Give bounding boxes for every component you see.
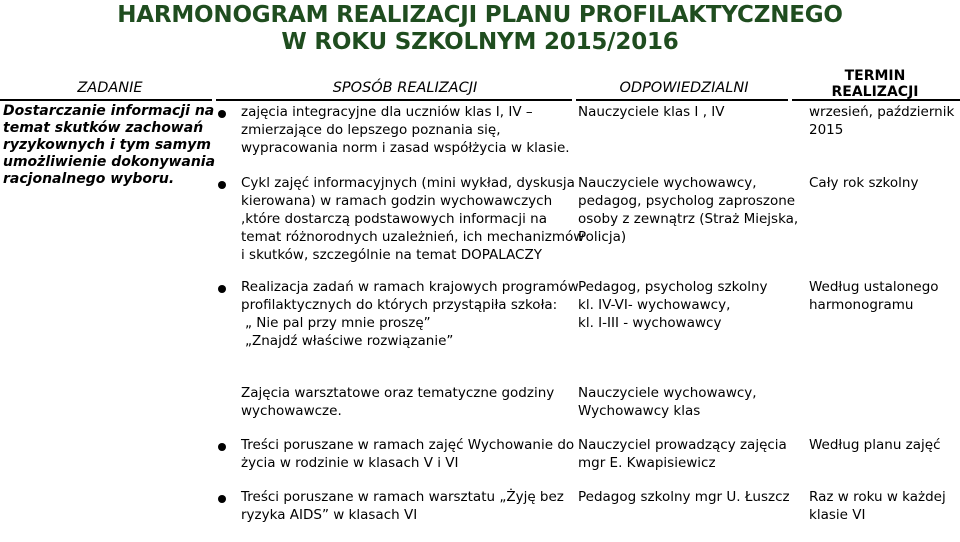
header-rule-termin: [792, 99, 960, 101]
method-line: Treści poruszane w ramach warsztatu „Żyję bez: [241, 489, 564, 505]
responsible-line: Policja): [578, 229, 627, 245]
header-zadanie: ZADANIE: [77, 80, 143, 96]
term-line: Raz w roku w każdej: [809, 489, 946, 505]
header-termin-line1: TERMIN: [844, 68, 906, 84]
method-line: zmierzające do lepszego poznania się,: [241, 122, 501, 138]
method-item: [241, 436, 575, 472]
responsible-item: [578, 436, 790, 472]
responsible-line: Nauczyciele klas I , IV: [578, 104, 725, 120]
method-line: „ Nie pal przy mnie proszę”: [245, 315, 431, 331]
term-line: Według planu zajęć: [809, 437, 941, 453]
term-line: Cały rok szkolny: [809, 175, 919, 191]
method-line: wypracowania norm i zasad współżycia w klasie.: [241, 140, 570, 156]
task-line: Dostarczanie informacji na: [3, 103, 215, 119]
term-line: wrzesień, październik: [809, 104, 955, 120]
method-line: „Znajdź właściwe rozwiązanie”: [245, 333, 454, 349]
bullet-icon: [218, 495, 226, 503]
bullet-icon: [218, 443, 226, 451]
responsible-line: pedagog, psycholog zaproszone: [578, 193, 796, 209]
term-item: [809, 488, 959, 524]
method-line: życia w rodzinie w klasach V i VI: [241, 455, 459, 471]
header-sposob: SPOSÓB REALIZACJI: [332, 80, 478, 96]
responsible-line: kl. I-III - wychowawcy: [578, 315, 722, 331]
responsible-line: Pedagog, psycholog szkolny: [578, 279, 768, 295]
responsible-line: osoby z zewnątrz (Straż Miejska,: [578, 211, 799, 227]
header-odpowiedzialni: ODPOWIEDZIALNI: [619, 80, 749, 96]
responsible-line: Pedagog szkolny mgr U. Łuszcz: [578, 489, 790, 505]
method-line: ,które dostarczą podstawowych informacji na: [241, 211, 547, 227]
bullet-icon: [218, 285, 226, 293]
method-line: wychowawcze.: [241, 403, 342, 419]
responsible-line: Nauczyciel prowadzący zajęcia: [578, 437, 787, 453]
term-item: [809, 436, 959, 454]
method-item: [241, 278, 579, 350]
term-line: klasie VI: [809, 507, 866, 523]
method-line: profilaktycznych do których przystąpiła szkoła:: [241, 297, 558, 313]
responsible-line: kl. IV-VI- wychowawcy,: [578, 297, 731, 313]
method-line: ryzyka AIDS” w klasach VI: [241, 507, 418, 523]
method-item: [241, 488, 571, 524]
term-item: [809, 278, 959, 314]
responsible-line: Nauczyciele wychowawcy,: [578, 385, 757, 401]
responsible-item: [578, 103, 790, 121]
responsible-item: [578, 174, 799, 246]
method-line: Zajęcia warsztatowe oraz tematyczne godziny: [241, 385, 555, 401]
responsible-line: Wychowawcy klas: [578, 403, 701, 419]
method-line: kierowana) w ramach godzin wychowawczych: [241, 193, 553, 209]
task-cell: [3, 103, 216, 188]
method-item: [241, 384, 571, 420]
term-item: [809, 174, 959, 192]
method-line: Realizacja zadań w ramach krajowych programów: [241, 279, 579, 295]
header-termin-line2: REALIZACJI: [831, 84, 919, 100]
responsible-item: [578, 488, 790, 506]
term-line: 2015: [809, 122, 844, 138]
header-rule-sposob: [216, 99, 572, 101]
document-title: HARMONOGRAM REALIZACJI PLANU PROFILAKTYCZNEGO: [117, 2, 843, 28]
method-line: Treści poruszane w ramach zajęć Wychowanie do: [241, 437, 575, 453]
term-item: [809, 103, 959, 139]
header-termin: [790, 68, 960, 100]
responsible-line: mgr E. Kwapisiewicz: [578, 455, 716, 471]
task-line: temat skutków zachowań: [3, 120, 204, 136]
task-line: umożliwienie dokonywania: [3, 154, 216, 170]
bullet-icon: [218, 181, 226, 189]
bullet-icon: [218, 110, 226, 118]
method-item: [241, 174, 585, 264]
header-rule-zadanie: [0, 99, 212, 101]
responsible-line: Nauczyciele wychowawcy,: [578, 175, 757, 191]
responsible-item: [578, 278, 790, 332]
task-line: ryzykownych i tym samym: [3, 137, 211, 153]
method-line: zajęcia integracyjne dla uczniów klas I, IV –: [241, 104, 533, 120]
task-line: racjonalnego wyboru.: [3, 171, 175, 187]
method-line: temat różnorodnych uzależnień, ich mechanizmów: [241, 229, 585, 245]
term-line: Według ustalonego: [809, 279, 939, 295]
method-item: [241, 103, 571, 157]
method-line: i skutków, szczególnie na temat DOPALACZY: [241, 247, 542, 263]
header-rule-odpowiedzialni: [576, 99, 788, 101]
method-line: Cykl zajęć informacyjnych (mini wykład, dyskusja: [241, 175, 575, 191]
term-line: harmonogramu: [809, 297, 914, 313]
document-subtitle: W ROKU SZKOLNYM 2015/2016: [281, 29, 679, 55]
responsible-item: [578, 384, 790, 420]
